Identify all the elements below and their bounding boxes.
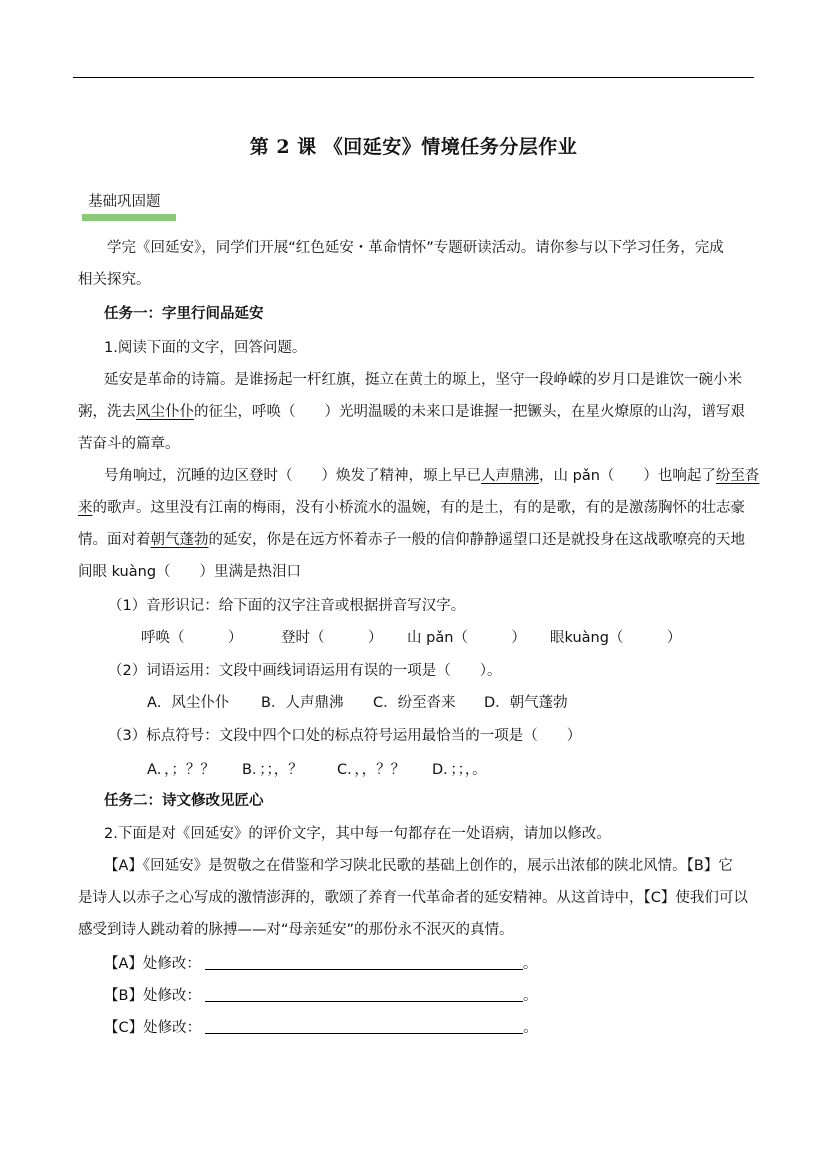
underlined-word-lai: 来 xyxy=(78,500,93,516)
fix-c-answer-blank[interactable] xyxy=(205,1019,523,1034)
text-span: 号角响过，沉睡的边区登时（ ）焕发了精神，塬上早已 xyxy=(104,468,481,484)
option-c: C．纷至沓来 xyxy=(373,695,456,711)
subquestion-1-stem: （1）音形识记：给下面的汉字注音或根据拼音写汉字。 xyxy=(108,598,466,614)
text-span: 的歌声。这里没有江南的梅雨，没有小桥流水的温婉，有的是土，有的是歌，有的是激荡胸怀的壮志豪 xyxy=(92,500,745,516)
task1-heading: 任务一：字里行间品延安 xyxy=(104,306,264,322)
review-line-2: 是诗人以赤子之心写成的激情澎湃的，歌颂了养育一代革命者的延安精神。从这首诗中，【C】使我们可以 xyxy=(78,890,748,906)
option-b: B．；；，？ xyxy=(242,762,303,778)
phonetic-item-yankuang: 眼kuàng（ ） xyxy=(550,630,682,646)
review-line-1: 【A】《回延安》是贺敬之在借鉴和学习陕北民歌的基础上创作的，展示出浓郁的陕北风情。【B】它 xyxy=(104,858,733,874)
option-b: B．人声鼎沸 xyxy=(261,695,344,711)
question-1: 1.阅读下面的文字，回答问题。 xyxy=(104,340,307,356)
phonetic-item-dengshi: 登时（ ） xyxy=(281,630,383,646)
phonetic-item-huhuan: 呼唤（ ） xyxy=(141,630,243,646)
review-line-3: 感受到诗人跳动着的脉搏——对“母亲延安”的那份永不泯灭的真情。 xyxy=(78,922,514,938)
fix-b-answer-blank[interactable] xyxy=(205,987,523,1002)
section-underline-bar xyxy=(82,214,176,221)
fix-a-answer-blank[interactable] xyxy=(205,955,523,970)
period: 。 xyxy=(523,1020,538,1036)
underlined-word-fenzhitalai: 纷至沓 xyxy=(715,468,760,484)
subquestion-3-stem: （3）标点符号：文段中四个口处的标点符号运用最恰当的一项是（ ） xyxy=(108,728,582,744)
period: 。 xyxy=(522,956,538,972)
option-a: A．，；？？ xyxy=(147,762,215,778)
passage-p2-line1 xyxy=(104,466,759,486)
text-span: 情。面对着 xyxy=(78,532,151,548)
text-span: ，山 pǎn（ ）也响起了 xyxy=(539,468,716,484)
text-span: 的征尘，呼唤（ ）光明温暖的未来口是谁握一把镢头，在星火燎原的山沟，谱写艰 xyxy=(194,404,745,420)
fix-a-row xyxy=(104,954,537,974)
fix-a-label: 【A】处修改： xyxy=(104,956,201,972)
underlined-word-zhaoqipengbo: 朝气蓬勃 xyxy=(150,532,209,548)
fix-b-label: 【B】处修改： xyxy=(104,988,201,1004)
text-span: 粥，洗去 xyxy=(78,404,136,420)
underlined-word-fengchenpupu: 风尘仆仆 xyxy=(136,404,194,420)
page-title: 第 2 课 《回延安》情境任务分层作业 xyxy=(249,136,578,158)
passage-p2-line2 xyxy=(78,498,745,518)
period: 。 xyxy=(522,988,538,1004)
option-c: C．，，？？ xyxy=(337,762,406,778)
intro-line-1: 学完《回延安》，同学们开展“红色延安・革命情怀”专题研读活动。请你参与以下学习任务，完成 xyxy=(107,240,724,256)
question-2: 2.下面是对《回延安》的评价文字，其中每一句都存在一处语病，请加以修改。 xyxy=(104,826,611,842)
fix-c-row xyxy=(104,1018,538,1038)
phonetic-item-shanpan: 山 pǎn（ ） xyxy=(407,630,526,646)
option-a: A．风尘仆仆 xyxy=(147,695,230,711)
task2-heading: 任务二：诗文修改见匠心 xyxy=(104,793,264,809)
option-d: D．朝气蓬勃 xyxy=(484,695,568,711)
underlined-word-renshengdingfei: 人声鼎沸 xyxy=(481,468,539,484)
text-span: 的延安，你是在远方怀着赤子一般的信仰静静遥望口还是就投身在这战歌嘹亮的天地 xyxy=(208,532,745,548)
fix-b-row xyxy=(104,986,537,1006)
intro-line-2: 相关探究。 xyxy=(78,272,151,288)
passage-p2-line4: 间眼 kuàng（ ）里满是热泪口 xyxy=(78,564,302,580)
passage-p2-line3 xyxy=(78,530,745,550)
passage-p1-line3: 苦奋斗的篇章。 xyxy=(78,436,180,452)
passage-p1-line1: 延安是革命的诗篇。是谁扬起一杆红旗，挺立在黄土的塬上，坚守一段峥嵘的岁月口是谁饮一碗小米 xyxy=(104,372,742,388)
header-rule xyxy=(73,77,754,78)
section-label: 基础巩固题 xyxy=(88,194,161,210)
option-d: D．；；，。 xyxy=(432,762,487,778)
fix-c-label: 【C】处修改： xyxy=(104,1020,202,1036)
subquestion-2-stem: （2）词语运用：文段中画线词语运用有误的一项是（ ）。 xyxy=(108,663,502,679)
passage-p1-line2 xyxy=(78,402,745,422)
